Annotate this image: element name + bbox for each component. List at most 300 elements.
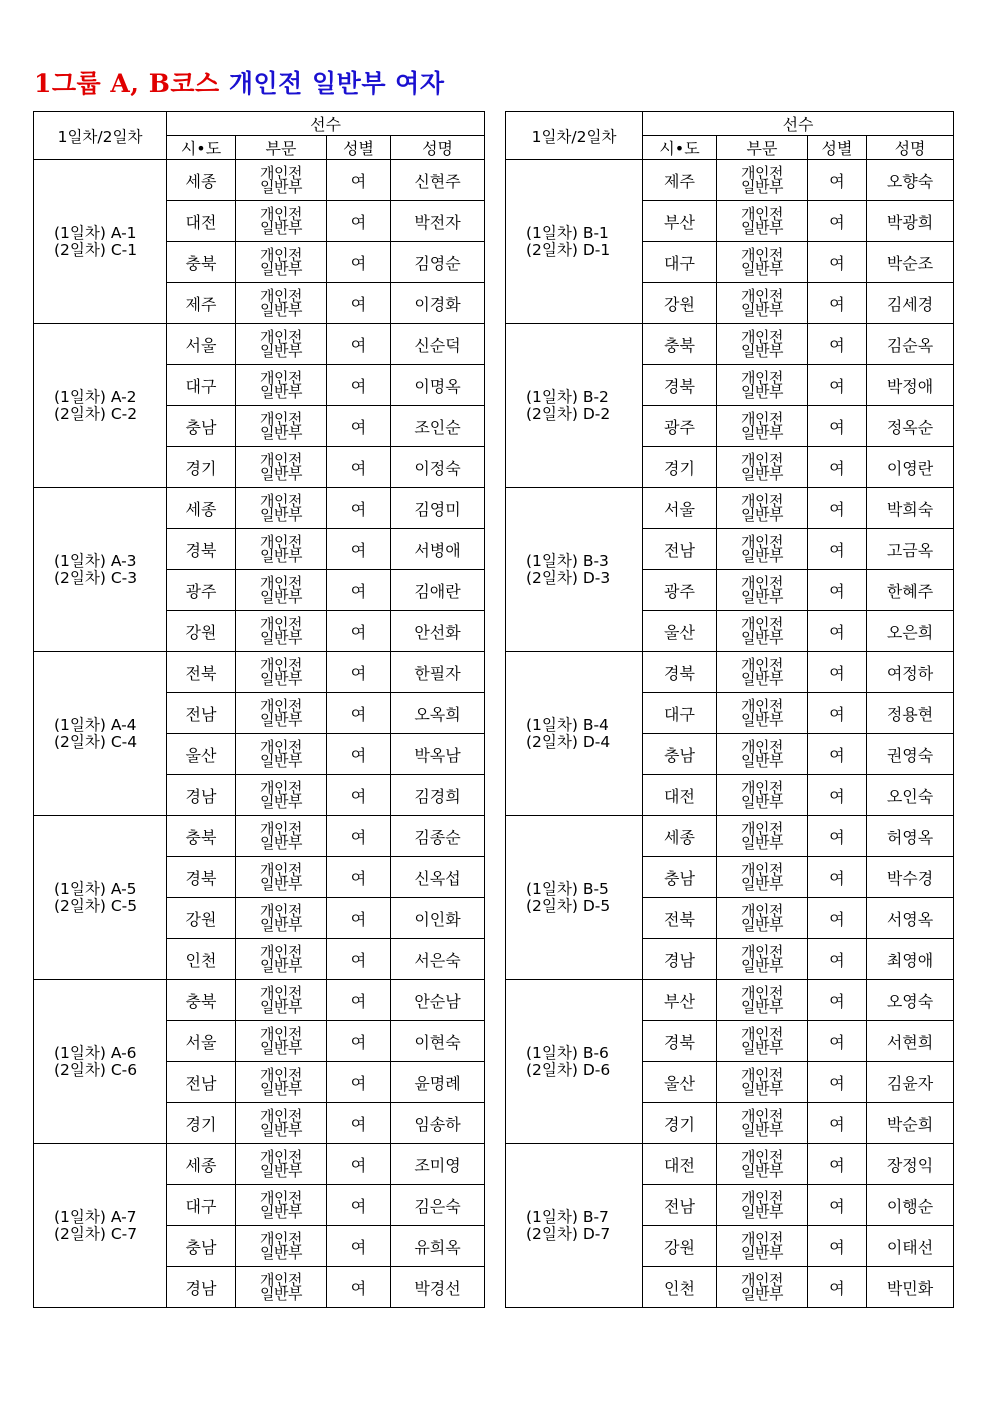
name-cell: 박경선 <box>391 1267 485 1308</box>
division-line-2: 일반부 <box>741 711 783 729</box>
player-row <box>34 980 485 1021</box>
name-cell: 정옥순 <box>867 406 954 447</box>
division-line-2: 일반부 <box>741 342 783 360</box>
division-line-2: 일반부 <box>741 1080 783 1098</box>
division-cell <box>717 1144 808 1185</box>
division-line-1: 개인전 <box>260 861 302 879</box>
name-cell: 윤명례 <box>391 1062 485 1103</box>
gender-cell: 여 <box>808 1226 867 1267</box>
region-cell: 전남 <box>167 693 236 734</box>
gender-cell: 여 <box>808 734 867 775</box>
region-cell: 전북 <box>643 898 717 939</box>
gender-cell: 여 <box>327 1062 391 1103</box>
region-cell: 충북 <box>643 324 717 365</box>
region-cell: 광주 <box>643 406 717 447</box>
region-cell: 경북 <box>643 1021 717 1062</box>
division-line-2: 일반부 <box>260 219 302 237</box>
gender-cell: 여 <box>808 1144 867 1185</box>
name-cell: 여정하 <box>867 652 954 693</box>
day1-label: (1일차) B-3 <box>526 551 609 570</box>
gender-cell: 여 <box>327 1267 391 1308</box>
division-line-2: 일반부 <box>260 834 302 852</box>
division-line-1: 개인전 <box>741 656 783 674</box>
division-line-2: 일반부 <box>741 547 783 565</box>
division-line-1: 개인전 <box>741 697 783 715</box>
division-cell <box>236 816 327 857</box>
name-cell: 이경화 <box>391 283 485 324</box>
division-line-1: 개인전 <box>741 246 783 264</box>
division-line-1: 개인전 <box>741 328 783 346</box>
division-cell <box>236 324 327 365</box>
name-cell: 박순조 <box>867 242 954 283</box>
division-line-1: 개인전 <box>260 1148 302 1166</box>
name-cell: 오향숙 <box>867 160 954 201</box>
division-line-2: 일반부 <box>741 629 783 647</box>
division-cell <box>717 775 808 816</box>
day1-label: (1일차) B-1 <box>526 223 609 242</box>
gender-cell: 여 <box>808 488 867 529</box>
region-cell: 세종 <box>167 488 236 529</box>
name-cell: 박민화 <box>867 1267 954 1308</box>
name-cell: 이영란 <box>867 447 954 488</box>
division-line-1: 개인전 <box>260 779 302 797</box>
region-cell: 경기 <box>167 1103 236 1144</box>
division-line-1: 개인전 <box>260 738 302 756</box>
region-cell: 강원 <box>643 283 717 324</box>
division-cell <box>717 242 808 283</box>
division-line-1: 개인전 <box>741 1025 783 1043</box>
division-line-1: 개인전 <box>741 164 783 182</box>
division-line-1: 개인전 <box>260 369 302 387</box>
region-cell: 강원 <box>167 898 236 939</box>
division-line-1: 개인전 <box>741 615 783 633</box>
division-cell <box>236 898 327 939</box>
region-cell: 충북 <box>167 242 236 283</box>
division-cell <box>717 324 808 365</box>
division-cell <box>717 1062 808 1103</box>
division-line-2: 일반부 <box>260 875 302 893</box>
division-line-1: 개인전 <box>260 328 302 346</box>
header-gender: 성별 <box>327 136 391 160</box>
player-row <box>34 488 485 529</box>
division-cell <box>236 1144 327 1185</box>
name-cell: 유희옥 <box>391 1226 485 1267</box>
division-line-2: 일반부 <box>260 752 302 770</box>
division-line-2: 일반부 <box>260 1203 302 1221</box>
name-cell: 허영옥 <box>867 816 954 857</box>
day1-label: (1일차) B-6 <box>526 1043 609 1062</box>
division-cell <box>236 652 327 693</box>
division-line-1: 개인전 <box>741 943 783 961</box>
day2-label: (2일차) C-1 <box>54 240 138 259</box>
name-cell: 박옥남 <box>391 734 485 775</box>
division-line-2: 일반부 <box>260 383 302 401</box>
player-row <box>34 816 485 857</box>
name-cell: 오인숙 <box>867 775 954 816</box>
name-cell: 신현주 <box>391 160 485 201</box>
gender-cell: 여 <box>808 365 867 406</box>
region-cell: 강원 <box>167 611 236 652</box>
name-cell: 오옥희 <box>391 693 485 734</box>
gender-cell: 여 <box>808 283 867 324</box>
name-cell: 박전자 <box>391 201 485 242</box>
division-line-2: 일반부 <box>741 1203 783 1221</box>
division-cell <box>236 1021 327 1062</box>
region-cell: 세종 <box>643 816 717 857</box>
region-cell: 대구 <box>167 1185 236 1226</box>
day2-label: (2일차) D-6 <box>526 1060 611 1079</box>
gender-cell: 여 <box>327 406 391 447</box>
header-region: 시•도 <box>167 136 236 160</box>
division-cell <box>717 201 808 242</box>
division-cell <box>717 283 808 324</box>
region-cell: 경기 <box>167 447 236 488</box>
division-line-2: 일반부 <box>260 1244 302 1262</box>
name-cell: 한필자 <box>391 652 485 693</box>
gender-cell: 여 <box>327 160 391 201</box>
division-cell <box>717 1226 808 1267</box>
division-cell <box>236 1267 327 1308</box>
gender-cell: 여 <box>808 611 867 652</box>
division-line-2: 일반부 <box>260 342 302 360</box>
header-day: 1일차/2일차 <box>506 112 643 160</box>
division-line-2: 일반부 <box>260 547 302 565</box>
division-cell <box>717 488 808 529</box>
region-cell: 경북 <box>167 529 236 570</box>
division-line-2: 일반부 <box>741 998 783 1016</box>
player-row <box>506 652 954 693</box>
region-cell: 대구 <box>643 693 717 734</box>
name-cell: 이명옥 <box>391 365 485 406</box>
division-line-1: 개인전 <box>260 492 302 510</box>
division-line-2: 일반부 <box>260 957 302 975</box>
day1-label: (1일차) A-3 <box>54 551 137 570</box>
division-line-1: 개인전 <box>260 943 302 961</box>
division-cell <box>236 1185 327 1226</box>
name-cell: 이인화 <box>391 898 485 939</box>
division-line-2: 일반부 <box>260 670 302 688</box>
gender-cell: 여 <box>808 939 867 980</box>
division-line-2: 일반부 <box>741 1285 783 1303</box>
division-cell <box>236 611 327 652</box>
division-line-2: 일반부 <box>260 916 302 934</box>
division-cell <box>717 1021 808 1062</box>
region-cell: 서울 <box>167 1021 236 1062</box>
gender-cell: 여 <box>808 201 867 242</box>
division-cell <box>236 529 327 570</box>
gender-cell: 여 <box>327 939 391 980</box>
division-line-2: 일반부 <box>260 178 302 196</box>
region-cell: 경기 <box>643 447 717 488</box>
division-line-1: 개인전 <box>741 902 783 920</box>
division-line-2: 일반부 <box>741 1121 783 1139</box>
player-row <box>506 980 954 1021</box>
division-line-1: 개인전 <box>260 451 302 469</box>
gender-cell: 여 <box>327 857 391 898</box>
day1-label: (1일차) B-7 <box>526 1207 609 1226</box>
name-cell: 박수경 <box>867 857 954 898</box>
gender-cell: 여 <box>327 529 391 570</box>
division-cell <box>717 816 808 857</box>
division-line-2: 일반부 <box>260 301 302 319</box>
gender-cell: 여 <box>808 775 867 816</box>
division-line-2: 일반부 <box>260 1080 302 1098</box>
division-line-1: 개인전 <box>741 451 783 469</box>
player-row <box>34 324 485 365</box>
name-cell: 박희숙 <box>867 488 954 529</box>
name-cell: 최영애 <box>867 939 954 980</box>
division-line-1: 개인전 <box>741 820 783 838</box>
division-line-2: 일반부 <box>260 793 302 811</box>
name-cell: 이현숙 <box>391 1021 485 1062</box>
division-cell <box>236 570 327 611</box>
division-cell <box>717 1185 808 1226</box>
name-cell: 조미영 <box>391 1144 485 1185</box>
region-cell: 울산 <box>643 1062 717 1103</box>
division-line-2: 일반부 <box>741 834 783 852</box>
division-cell <box>717 611 808 652</box>
region-cell: 경남 <box>643 939 717 980</box>
gender-cell: 여 <box>808 652 867 693</box>
name-cell: 김영미 <box>391 488 485 529</box>
division-cell <box>236 406 327 447</box>
division-line-1: 개인전 <box>741 205 783 223</box>
division-cell <box>236 1062 327 1103</box>
gender-cell: 여 <box>327 1185 391 1226</box>
division-line-2: 일반부 <box>741 301 783 319</box>
name-cell: 신순덕 <box>391 324 485 365</box>
player-row <box>34 160 485 201</box>
header-name: 성명 <box>391 136 485 160</box>
gender-cell: 여 <box>327 1103 391 1144</box>
gender-cell: 여 <box>327 816 391 857</box>
division-line-2: 일반부 <box>260 1121 302 1139</box>
gender-cell: 여 <box>808 1062 867 1103</box>
gender-cell: 여 <box>327 652 391 693</box>
name-cell: 이태선 <box>867 1226 954 1267</box>
gender-cell: 여 <box>808 570 867 611</box>
gender-cell: 여 <box>327 1144 391 1185</box>
region-cell: 부산 <box>643 980 717 1021</box>
division-line-1: 개인전 <box>260 410 302 428</box>
region-cell: 부산 <box>643 201 717 242</box>
division-line-2: 일반부 <box>741 506 783 524</box>
group-day-cell <box>34 1144 167 1308</box>
gender-cell: 여 <box>327 980 391 1021</box>
division-cell <box>717 1103 808 1144</box>
division-line-2: 일반부 <box>260 588 302 606</box>
header-day: 1일차/2일차 <box>34 112 167 160</box>
division-cell <box>717 160 808 201</box>
day2-label: (2일차) D-4 <box>526 732 611 751</box>
division-line-1: 개인전 <box>260 1107 302 1125</box>
division-line-1: 개인전 <box>260 1271 302 1289</box>
region-cell: 전남 <box>167 1062 236 1103</box>
region-cell: 전남 <box>643 1185 717 1226</box>
region-cell: 충남 <box>167 1226 236 1267</box>
name-cell: 서병애 <box>391 529 485 570</box>
division-line-1: 개인전 <box>741 1230 783 1248</box>
division-line-2: 일반부 <box>741 670 783 688</box>
title-event: 개인전 일반부 여자 <box>228 69 445 98</box>
region-cell: 대전 <box>643 1144 717 1185</box>
day2-label: (2일차) D-2 <box>526 404 611 423</box>
division-line-2: 일반부 <box>260 1039 302 1057</box>
division-line-1: 개인전 <box>741 410 783 428</box>
region-cell: 인천 <box>643 1267 717 1308</box>
division-cell <box>236 365 327 406</box>
division-line-2: 일반부 <box>260 260 302 278</box>
name-cell: 김경희 <box>391 775 485 816</box>
region-cell: 광주 <box>167 570 236 611</box>
division-cell <box>236 693 327 734</box>
gender-cell: 여 <box>808 447 867 488</box>
division-line-2: 일반부 <box>260 711 302 729</box>
group-day-cell <box>506 160 643 324</box>
division-line-1: 개인전 <box>741 369 783 387</box>
division-cell <box>236 242 327 283</box>
region-cell: 충북 <box>167 816 236 857</box>
division-line-1: 개인전 <box>260 1230 302 1248</box>
division-line-2: 일반부 <box>741 260 783 278</box>
gender-cell: 여 <box>808 1267 867 1308</box>
gender-cell: 여 <box>808 160 867 201</box>
gender-cell: 여 <box>808 693 867 734</box>
division-line-2: 일반부 <box>741 752 783 770</box>
division-line-1: 개인전 <box>741 1271 783 1289</box>
day2-label: (2일차) C-5 <box>54 896 138 915</box>
region-cell: 서울 <box>167 324 236 365</box>
name-cell: 신옥섭 <box>391 857 485 898</box>
division-cell <box>717 1267 808 1308</box>
player-row <box>34 652 485 693</box>
gender-cell: 여 <box>327 898 391 939</box>
header-gender: 성별 <box>808 136 867 160</box>
division-line-1: 개인전 <box>260 697 302 715</box>
player-row <box>506 816 954 857</box>
division-cell <box>236 775 327 816</box>
division-line-1: 개인전 <box>260 902 302 920</box>
division-line-1: 개인전 <box>260 287 302 305</box>
division-cell <box>717 365 808 406</box>
region-cell: 강원 <box>643 1226 717 1267</box>
division-line-2: 일반부 <box>741 424 783 442</box>
division-line-1: 개인전 <box>260 574 302 592</box>
name-cell: 안순남 <box>391 980 485 1021</box>
division-line-1: 개인전 <box>260 205 302 223</box>
region-cell: 충남 <box>167 406 236 447</box>
group-day-cell <box>34 980 167 1144</box>
group-day-cell <box>34 652 167 816</box>
name-cell: 김애란 <box>391 570 485 611</box>
header-name: 성명 <box>867 136 954 160</box>
division-line-2: 일반부 <box>260 1285 302 1303</box>
division-line-2: 일반부 <box>741 383 783 401</box>
name-cell: 서은숙 <box>391 939 485 980</box>
region-cell: 경북 <box>167 857 236 898</box>
group-day-cell <box>506 980 643 1144</box>
header-division: 부문 <box>236 136 327 160</box>
name-cell: 김순옥 <box>867 324 954 365</box>
gender-cell: 여 <box>327 242 391 283</box>
name-cell: 박정애 <box>867 365 954 406</box>
day2-label: (2일차) D-1 <box>526 240 611 259</box>
region-cell: 경북 <box>643 365 717 406</box>
name-cell: 이정숙 <box>391 447 485 488</box>
region-cell: 경남 <box>167 1267 236 1308</box>
gender-cell: 여 <box>327 734 391 775</box>
region-cell: 경기 <box>643 1103 717 1144</box>
gender-cell: 여 <box>327 447 391 488</box>
name-cell: 조인순 <box>391 406 485 447</box>
division-line-2: 일반부 <box>741 875 783 893</box>
division-line-2: 일반부 <box>741 793 783 811</box>
division-line-1: 개인전 <box>260 164 302 182</box>
region-cell: 서울 <box>643 488 717 529</box>
name-cell: 김종순 <box>391 816 485 857</box>
division-line-2: 일반부 <box>741 957 783 975</box>
player-row <box>506 160 954 201</box>
region-cell: 전북 <box>167 652 236 693</box>
name-cell: 고금옥 <box>867 529 954 570</box>
division-line-1: 개인전 <box>741 984 783 1002</box>
day1-label: (1일차) A-1 <box>54 223 137 242</box>
region-cell: 제주 <box>643 160 717 201</box>
name-cell: 서현희 <box>867 1021 954 1062</box>
gender-cell: 여 <box>808 1185 867 1226</box>
division-cell <box>717 898 808 939</box>
day2-label: (2일차) C-2 <box>54 404 138 423</box>
group-day-cell <box>506 324 643 488</box>
name-cell: 오영숙 <box>867 980 954 1021</box>
gender-cell: 여 <box>808 1103 867 1144</box>
division-line-1: 개인전 <box>260 1025 302 1043</box>
day2-label: (2일차) D-5 <box>526 896 611 915</box>
header-athlete: 선수 <box>643 112 954 136</box>
division-line-1: 개인전 <box>741 287 783 305</box>
gender-cell: 여 <box>327 283 391 324</box>
division-cell <box>717 406 808 447</box>
division-cell <box>717 980 808 1021</box>
gender-cell: 여 <box>808 406 867 447</box>
division-cell <box>236 283 327 324</box>
division-cell <box>236 488 327 529</box>
division-line-1: 개인전 <box>741 533 783 551</box>
division-line-2: 일반부 <box>741 219 783 237</box>
division-line-2: 일반부 <box>260 506 302 524</box>
division-cell <box>236 939 327 980</box>
player-row <box>506 488 954 529</box>
group-day-cell <box>34 488 167 652</box>
group-day-cell <box>34 324 167 488</box>
division-line-2: 일반부 <box>741 178 783 196</box>
gender-cell: 여 <box>327 488 391 529</box>
division-line-1: 개인전 <box>260 615 302 633</box>
group-day-cell <box>506 652 643 816</box>
division-line-1: 개인전 <box>741 861 783 879</box>
region-cell: 울산 <box>167 734 236 775</box>
player-row <box>34 1144 485 1185</box>
name-cell: 안선화 <box>391 611 485 652</box>
division-line-2: 일반부 <box>260 1162 302 1180</box>
division-line-1: 개인전 <box>260 246 302 264</box>
division-cell <box>717 734 808 775</box>
gender-cell: 여 <box>327 365 391 406</box>
region-cell: 대전 <box>167 201 236 242</box>
division-line-1: 개인전 <box>741 492 783 510</box>
day1-label: (1일차) A-2 <box>54 387 137 406</box>
player-row <box>506 324 954 365</box>
